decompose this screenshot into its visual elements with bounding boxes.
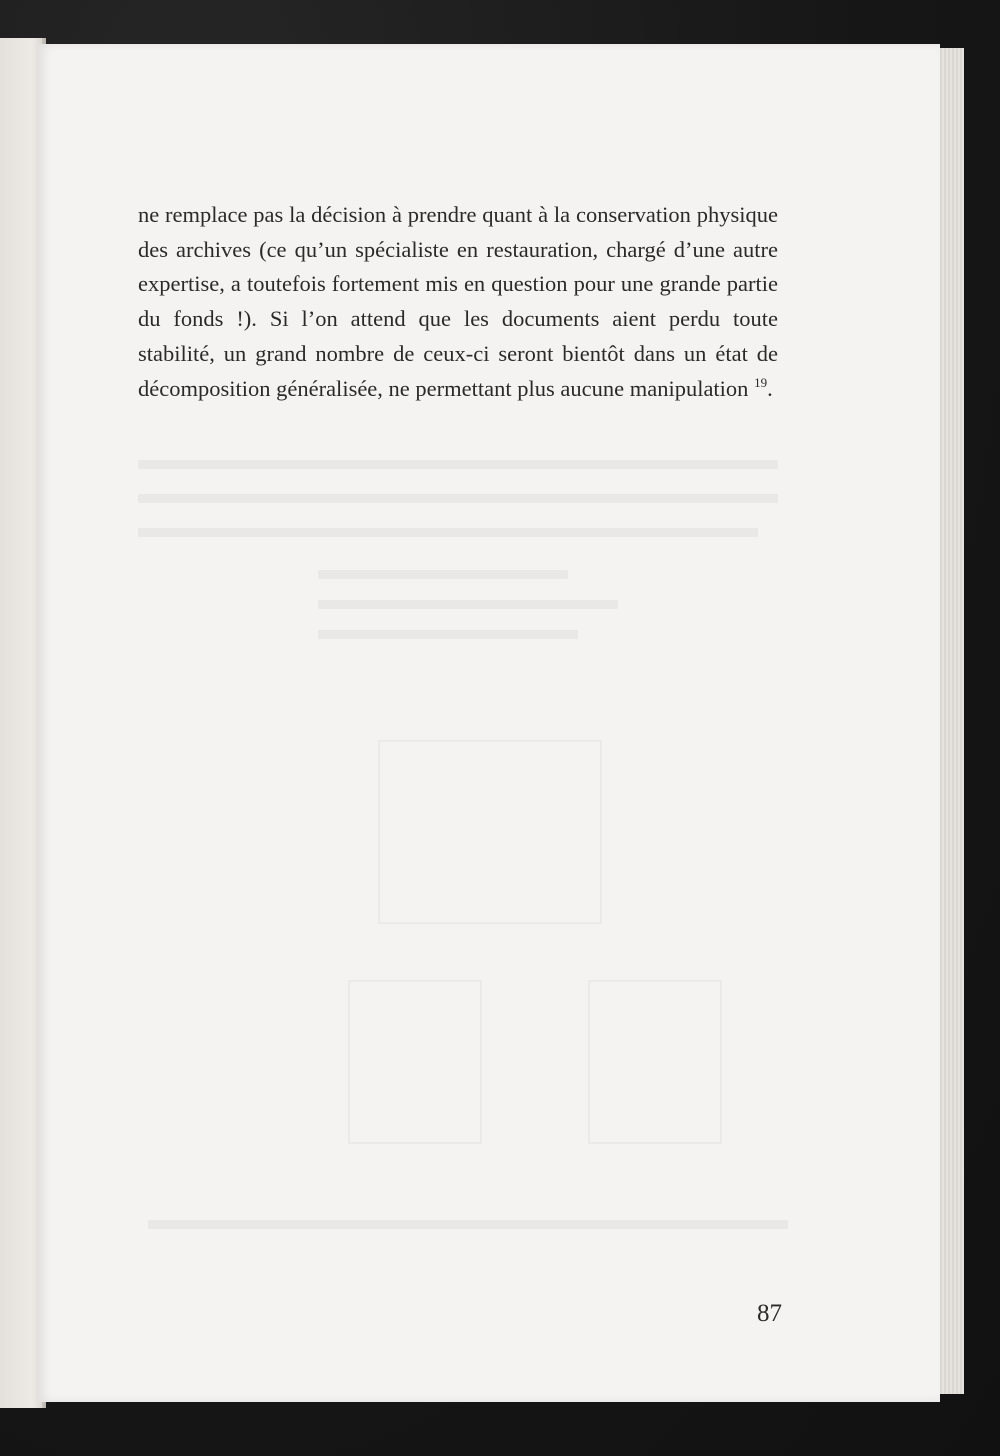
body-paragraph (138, 198, 778, 406)
footnote-reference: 19 (754, 374, 768, 390)
reverse-side-show-through (138, 460, 828, 1160)
paragraph-end: . (767, 375, 773, 401)
page-number: 87 (757, 1300, 782, 1327)
paragraph-text: ne remplace pas la décision à prendre quant à la conservation physique des archives (ce qu’un spécialiste en restauration, chargé d’une autre expertise, a toutefois fortement mis en question pour une grande partie du fonds !). Si l’on attend que les documents aient perdu toute stabilité, un grand nombre de ceux-ci seront bientôt dans un état de décomposition généralisée, ne permettant plus aucune manipulation (138, 202, 778, 401)
